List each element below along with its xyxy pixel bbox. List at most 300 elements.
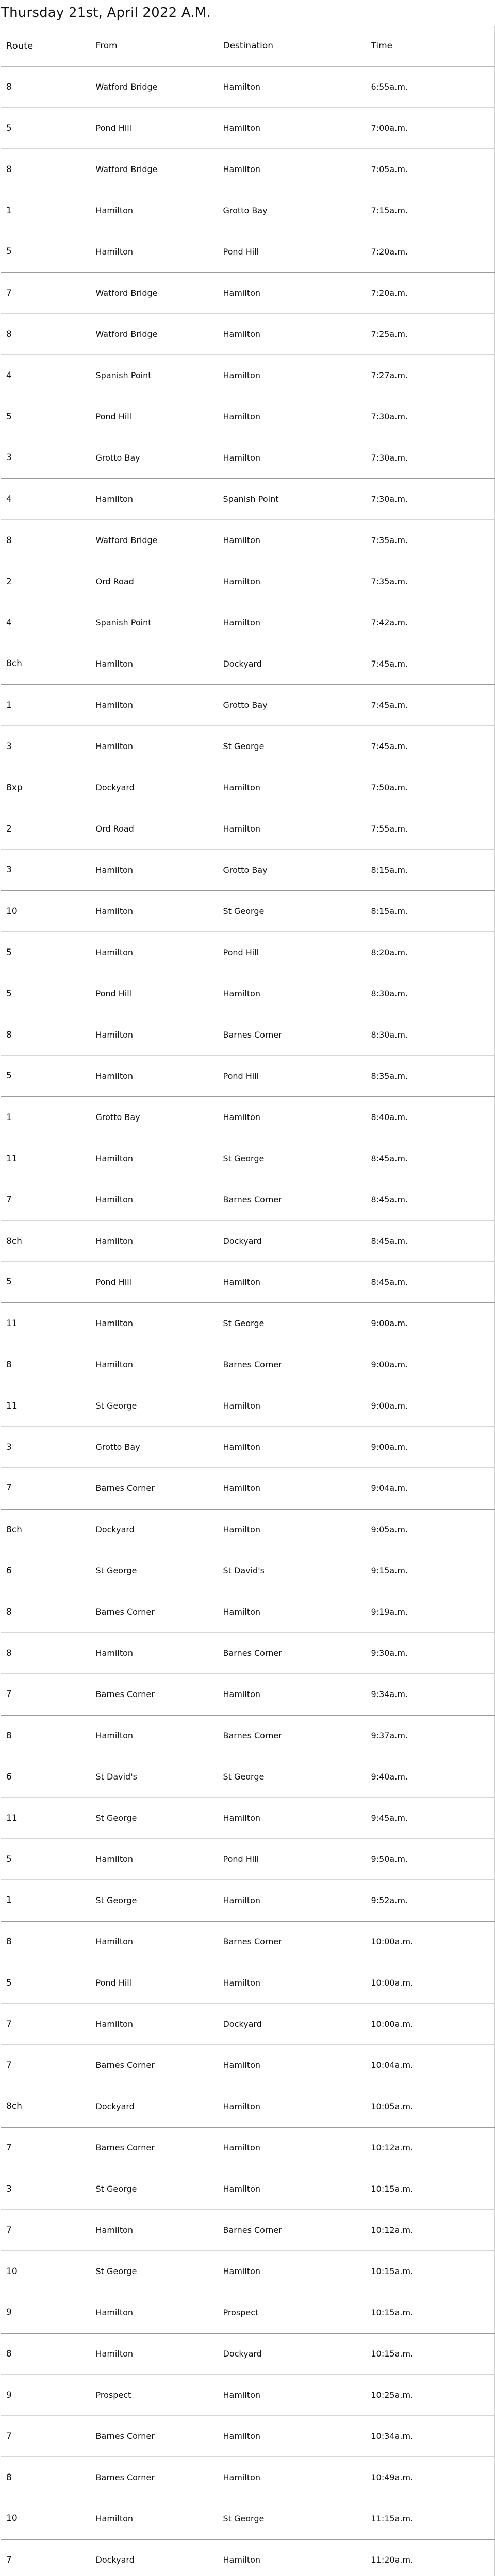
table-row (1, 190, 495, 231)
from-cell: Barnes Corner (91, 2127, 218, 2168)
route-cell: 7 (1, 2416, 91, 2457)
route-cell: 8 (1, 2457, 91, 2498)
table-row (1, 2045, 495, 2086)
destination-cell: Dockyard (218, 2004, 366, 2045)
table-row (1, 479, 495, 520)
from-cell: Hamilton (91, 1715, 218, 1756)
table-row (1, 1674, 495, 1715)
time-cell: 9:50a.m. (366, 1839, 495, 1880)
time-cell: 8:40a.m. (366, 1097, 495, 1138)
route-cell: 8 (1, 1921, 91, 1962)
from-cell: Hamilton (91, 2292, 218, 2333)
destination-cell: Hamilton (218, 1880, 366, 1921)
destination-cell: Hamilton (218, 1798, 366, 1839)
route-cell: 8 (1, 1715, 91, 1756)
table-row (1, 2251, 495, 2292)
time-cell: 10:12a.m. (366, 2210, 495, 2251)
destination-cell: St George (218, 2498, 366, 2539)
destination-cell: St George (218, 1138, 366, 1179)
time-cell: 10:25a.m. (366, 2375, 495, 2416)
time-cell: 8:15a.m. (366, 850, 495, 891)
from-cell: Spanish Point (91, 602, 218, 643)
time-cell: 7:05a.m. (366, 149, 495, 190)
destination-cell: Grotto Bay (218, 190, 366, 231)
from-cell: St George (91, 1880, 218, 1921)
from-cell: Spanish Point (91, 355, 218, 396)
header-from: From (91, 26, 218, 66)
from-cell: Pond Hill (91, 1962, 218, 2004)
time-cell: 9:52a.m. (366, 1880, 495, 1921)
table-row (1, 2416, 495, 2457)
destination-cell: Grotto Bay (218, 685, 366, 726)
route-cell: 8ch (1, 1509, 91, 1550)
table-row (1, 1591, 495, 1633)
destination-cell: Dockyard (218, 1221, 366, 1262)
time-cell: 9:30a.m. (366, 1633, 495, 1674)
time-cell: 7:30a.m. (366, 437, 495, 479)
destination-cell: Hamilton (218, 2045, 366, 2086)
time-cell: 8:45a.m. (366, 1262, 495, 1303)
from-cell: Pond Hill (91, 396, 218, 437)
destination-cell: Spanish Point (218, 479, 366, 520)
time-cell: 10:15a.m. (366, 2292, 495, 2333)
route-cell: 8 (1, 2333, 91, 2375)
route-cell: 5 (1, 1056, 91, 1097)
route-cell: 8 (1, 520, 91, 561)
from-cell: Grotto Bay (91, 1097, 218, 1138)
destination-cell: St George (218, 891, 366, 932)
route-cell: 7 (1, 2004, 91, 2045)
route-cell: 8 (1, 66, 91, 108)
table-row (1, 1221, 495, 1262)
from-cell: Hamilton (91, 1633, 218, 1674)
table-row (1, 231, 495, 273)
route-cell: 5 (1, 1839, 91, 1880)
table-row (1, 1179, 495, 1221)
route-cell: 10 (1, 891, 91, 932)
from-cell: St George (91, 1385, 218, 1427)
table-row (1, 1633, 495, 1674)
destination-cell: Hamilton (218, 561, 366, 602)
time-cell: 9:34a.m. (366, 1674, 495, 1715)
destination-cell: Barnes Corner (218, 1014, 366, 1056)
time-cell: 8:35a.m. (366, 1056, 495, 1097)
destination-cell: Hamilton (218, 1385, 366, 1427)
time-cell: 10:15a.m. (366, 2333, 495, 2375)
destination-cell: Pond Hill (218, 932, 366, 973)
route-cell: 6 (1, 1550, 91, 1591)
table-row (1, 314, 495, 355)
table-row (1, 1138, 495, 1179)
destination-cell: Prospect (218, 2292, 366, 2333)
table-row (1, 1880, 495, 1921)
header-row (1, 26, 495, 66)
route-cell: 10 (1, 2498, 91, 2539)
from-cell: Prospect (91, 2375, 218, 2416)
time-cell: 7:35a.m. (366, 561, 495, 602)
route-cell: 5 (1, 396, 91, 437)
from-cell: Barnes Corner (91, 1591, 218, 1633)
time-cell: 7:15a.m. (366, 190, 495, 231)
from-cell: Dockyard (91, 767, 218, 808)
from-cell: Watford Bridge (91, 149, 218, 190)
from-cell: Hamilton (91, 643, 218, 685)
from-cell: Hamilton (91, 850, 218, 891)
time-cell: 7:45a.m. (366, 685, 495, 726)
route-cell: 3 (1, 850, 91, 891)
destination-cell: Hamilton (218, 2086, 366, 2127)
table-row (1, 2292, 495, 2333)
time-cell: 7:20a.m. (366, 231, 495, 273)
from-cell: Grotto Bay (91, 437, 218, 479)
destination-cell: Barnes Corner (218, 1179, 366, 1221)
destination-cell: Dockyard (218, 2333, 366, 2375)
table-row (1, 2210, 495, 2251)
destination-cell: Hamilton (218, 2251, 366, 2292)
route-cell: 7 (1, 1179, 91, 1221)
destination-cell: Grotto Bay (218, 850, 366, 891)
destination-cell: Hamilton (218, 2168, 366, 2210)
destination-cell: Hamilton (218, 66, 366, 108)
from-cell: Watford Bridge (91, 273, 218, 314)
destination-cell: Hamilton (218, 1097, 366, 1138)
route-cell: 1 (1, 190, 91, 231)
route-cell: 2 (1, 808, 91, 850)
from-cell: Watford Bridge (91, 520, 218, 561)
time-cell: 10:05a.m. (366, 2086, 495, 2127)
time-cell: 7:45a.m. (366, 726, 495, 767)
destination-cell: Hamilton (218, 520, 366, 561)
time-cell: 7:27a.m. (366, 355, 495, 396)
route-cell: 3 (1, 2168, 91, 2210)
table-row (1, 2539, 495, 2576)
from-cell: Hamilton (91, 2210, 218, 2251)
time-cell: 6:55a.m. (366, 66, 495, 108)
time-cell: 9:45a.m. (366, 1798, 495, 1839)
route-cell: 8 (1, 314, 91, 355)
time-cell: 9:00a.m. (366, 1344, 495, 1385)
from-cell: Hamilton (91, 932, 218, 973)
from-cell: Ord Road (91, 561, 218, 602)
destination-cell: Hamilton (218, 1262, 366, 1303)
route-cell: 9 (1, 2375, 91, 2416)
destination-cell: Hamilton (218, 273, 366, 314)
route-cell: 7 (1, 2539, 91, 2576)
table-row (1, 973, 495, 1014)
from-cell: St George (91, 1550, 218, 1591)
route-cell: 11 (1, 1303, 91, 1344)
time-cell: 9:00a.m. (366, 1303, 495, 1344)
time-cell: 9:00a.m. (366, 1385, 495, 1427)
time-cell: 9:19a.m. (366, 1591, 495, 1633)
route-cell: 8 (1, 1014, 91, 1056)
destination-cell: Pond Hill (218, 1839, 366, 1880)
table-row (1, 932, 495, 973)
table-row (1, 273, 495, 314)
time-cell: 7:42a.m. (366, 602, 495, 643)
route-cell: 4 (1, 355, 91, 396)
time-cell: 10:04a.m. (366, 2045, 495, 2086)
destination-cell: Hamilton (218, 973, 366, 1014)
timetable (1, 26, 495, 2576)
time-cell: 8:45a.m. (366, 1221, 495, 1262)
destination-cell: Barnes Corner (218, 1633, 366, 1674)
from-cell: Dockyard (91, 2086, 218, 2127)
destination-cell: Hamilton (218, 808, 366, 850)
table-row (1, 1262, 495, 1303)
header-destination: Destination (218, 26, 366, 66)
timetable-body (1, 66, 495, 2576)
route-cell: 3 (1, 1427, 91, 1468)
route-cell: 4 (1, 479, 91, 520)
destination-cell: Hamilton (218, 2375, 366, 2416)
destination-cell: Barnes Corner (218, 1921, 366, 1962)
route-cell: 7 (1, 1468, 91, 1509)
from-cell: Barnes Corner (91, 2457, 218, 2498)
route-cell: 5 (1, 973, 91, 1014)
from-cell: Barnes Corner (91, 2045, 218, 2086)
table-row (1, 1468, 495, 1509)
route-cell: 5 (1, 1962, 91, 2004)
header-route: Route (1, 26, 91, 66)
table-row (1, 1839, 495, 1880)
table-row (1, 396, 495, 437)
route-cell: 1 (1, 685, 91, 726)
time-cell: 10:15a.m. (366, 2251, 495, 2292)
from-cell: Watford Bridge (91, 314, 218, 355)
from-cell: Dockyard (91, 1509, 218, 1550)
table-row (1, 767, 495, 808)
route-cell: 8ch (1, 2086, 91, 2127)
table-row (1, 2086, 495, 2127)
time-cell: 9:05a.m. (366, 1509, 495, 1550)
route-cell: 10 (1, 2251, 91, 2292)
destination-cell: Hamilton (218, 2457, 366, 2498)
from-cell: Barnes Corner (91, 2416, 218, 2457)
time-cell: 10:49a.m. (366, 2457, 495, 2498)
route-cell: 11 (1, 1385, 91, 1427)
destination-cell: Barnes Corner (218, 2210, 366, 2251)
route-cell: 5 (1, 108, 91, 149)
table-row (1, 66, 495, 108)
table-row (1, 1097, 495, 1138)
from-cell: St David's (91, 1756, 218, 1798)
time-cell: 10:00a.m. (366, 1962, 495, 2004)
route-cell: 7 (1, 1674, 91, 1715)
time-cell: 7:30a.m. (366, 396, 495, 437)
table-row (1, 2168, 495, 2210)
time-cell: 8:45a.m. (366, 1138, 495, 1179)
from-cell: Hamilton (91, 231, 218, 273)
route-cell: 8xp (1, 767, 91, 808)
table-row (1, 1921, 495, 1962)
from-cell: Grotto Bay (91, 1427, 218, 1468)
table-row (1, 355, 495, 396)
from-cell: Hamilton (91, 2333, 218, 2375)
from-cell: Hamilton (91, 726, 218, 767)
from-cell: St George (91, 1798, 218, 1839)
route-cell: 1 (1, 1880, 91, 1921)
table-row (1, 1715, 495, 1756)
time-cell: 7:00a.m. (366, 108, 495, 149)
time-cell: 9:37a.m. (366, 1715, 495, 1756)
table-row (1, 1056, 495, 1097)
time-cell: 11:15a.m. (366, 2498, 495, 2539)
route-cell: 5 (1, 1262, 91, 1303)
destination-cell: St George (218, 726, 366, 767)
from-cell: Barnes Corner (91, 1468, 218, 1509)
route-cell: 11 (1, 1138, 91, 1179)
destination-cell: St George (218, 1303, 366, 1344)
time-cell: 10:00a.m. (366, 1921, 495, 1962)
from-cell: Hamilton (91, 1221, 218, 1262)
route-cell: 8 (1, 1633, 91, 1674)
destination-cell: Hamilton (218, 1509, 366, 1550)
time-cell: 10:00a.m. (366, 2004, 495, 2045)
route-cell: 5 (1, 932, 91, 973)
from-cell: Hamilton (91, 1839, 218, 1880)
time-cell: 9:15a.m. (366, 1550, 495, 1591)
from-cell: Hamilton (91, 2004, 218, 2045)
table-row (1, 2457, 495, 2498)
time-cell: 8:30a.m. (366, 1014, 495, 1056)
route-cell: 7 (1, 2127, 91, 2168)
from-cell: Pond Hill (91, 1262, 218, 1303)
from-cell: Ord Road (91, 808, 218, 850)
from-cell: Hamilton (91, 190, 218, 231)
destination-cell: Hamilton (218, 149, 366, 190)
table-row (1, 1344, 495, 1385)
table-row (1, 520, 495, 561)
table-row (1, 808, 495, 850)
destination-cell: Hamilton (218, 1468, 366, 1509)
destination-cell: St David's (218, 1550, 366, 1591)
route-cell: 6 (1, 1756, 91, 1798)
from-cell: Hamilton (91, 1056, 218, 1097)
from-cell: Hamilton (91, 2498, 218, 2539)
from-cell: Hamilton (91, 1344, 218, 1385)
time-cell: 8:30a.m. (366, 973, 495, 1014)
route-cell: 1 (1, 1097, 91, 1138)
from-cell: Dockyard (91, 2539, 218, 2576)
destination-cell: Hamilton (218, 602, 366, 643)
destination-cell: Pond Hill (218, 231, 366, 273)
time-cell: 8:15a.m. (366, 891, 495, 932)
table-row (1, 561, 495, 602)
destination-cell: Barnes Corner (218, 1344, 366, 1385)
destination-cell: Hamilton (218, 437, 366, 479)
time-cell: 10:15a.m. (366, 2168, 495, 2210)
from-cell: Watford Bridge (91, 66, 218, 108)
table-row (1, 1303, 495, 1344)
time-cell: 8:45a.m. (366, 1179, 495, 1221)
table-row (1, 602, 495, 643)
table-row (1, 1427, 495, 1468)
route-cell: 3 (1, 437, 91, 479)
route-cell: 8ch (1, 1221, 91, 1262)
table-row (1, 108, 495, 149)
table-row (1, 726, 495, 767)
time-cell: 9:00a.m. (366, 1427, 495, 1468)
time-cell: 7:50a.m. (366, 767, 495, 808)
from-cell: Hamilton (91, 685, 218, 726)
route-cell: 8 (1, 1591, 91, 1633)
from-cell: Hamilton (91, 891, 218, 932)
route-cell: 5 (1, 231, 91, 273)
time-cell: 9:40a.m. (366, 1756, 495, 1798)
from-cell: Hamilton (91, 479, 218, 520)
time-cell: 7:45a.m. (366, 643, 495, 685)
route-cell: 3 (1, 726, 91, 767)
table-row (1, 685, 495, 726)
from-cell: Hamilton (91, 1179, 218, 1221)
table-row (1, 1798, 495, 1839)
destination-cell: Hamilton (218, 1427, 366, 1468)
header-time: Time (366, 26, 495, 66)
table-row (1, 1962, 495, 2004)
destination-cell: Hamilton (218, 1591, 366, 1633)
from-cell: St George (91, 2168, 218, 2210)
route-cell: 11 (1, 1798, 91, 1839)
from-cell: Barnes Corner (91, 1674, 218, 1715)
table-row (1, 2375, 495, 2416)
time-cell: 10:12a.m. (366, 2127, 495, 2168)
destination-cell: Hamilton (218, 2416, 366, 2457)
table-row (1, 437, 495, 479)
from-cell: St George (91, 2251, 218, 2292)
table-row (1, 149, 495, 190)
table-row (1, 1385, 495, 1427)
destination-cell: Hamilton (218, 1962, 366, 2004)
destination-cell: Dockyard (218, 643, 366, 685)
from-cell: Hamilton (91, 1303, 218, 1344)
destination-cell: St George (218, 1756, 366, 1798)
table-row (1, 891, 495, 932)
route-cell: 7 (1, 2210, 91, 2251)
table-row (1, 850, 495, 891)
from-cell: Pond Hill (91, 973, 218, 1014)
table-row (1, 2498, 495, 2539)
destination-cell: Hamilton (218, 108, 366, 149)
route-cell: 7 (1, 2045, 91, 2086)
route-cell: 8 (1, 1344, 91, 1385)
table-row (1, 643, 495, 685)
from-cell: Hamilton (91, 1921, 218, 1962)
from-cell: Pond Hill (91, 108, 218, 149)
time-cell: 8:20a.m. (366, 932, 495, 973)
table-row (1, 1756, 495, 1798)
page-title: Thursday 21st, April 2022 A.M. (1, 5, 211, 21)
table-row (1, 1550, 495, 1591)
from-cell: Hamilton (91, 1014, 218, 1056)
route-cell: 8ch (1, 643, 91, 685)
route-cell: 4 (1, 602, 91, 643)
time-cell: 9:04a.m. (366, 1468, 495, 1509)
route-cell: 9 (1, 2292, 91, 2333)
destination-cell: Hamilton (218, 355, 366, 396)
destination-cell: Hamilton (218, 2539, 366, 2576)
destination-cell: Hamilton (218, 1674, 366, 1715)
destination-cell: Hamilton (218, 396, 366, 437)
time-cell: 7:30a.m. (366, 479, 495, 520)
table-row (1, 2127, 495, 2168)
table-row (1, 2004, 495, 2045)
time-cell: 11:20a.m. (366, 2539, 495, 2576)
time-cell: 10:34a.m. (366, 2416, 495, 2457)
destination-cell: Barnes Corner (218, 1715, 366, 1756)
time-cell: 7:25a.m. (366, 314, 495, 355)
time-cell: 7:35a.m. (366, 520, 495, 561)
